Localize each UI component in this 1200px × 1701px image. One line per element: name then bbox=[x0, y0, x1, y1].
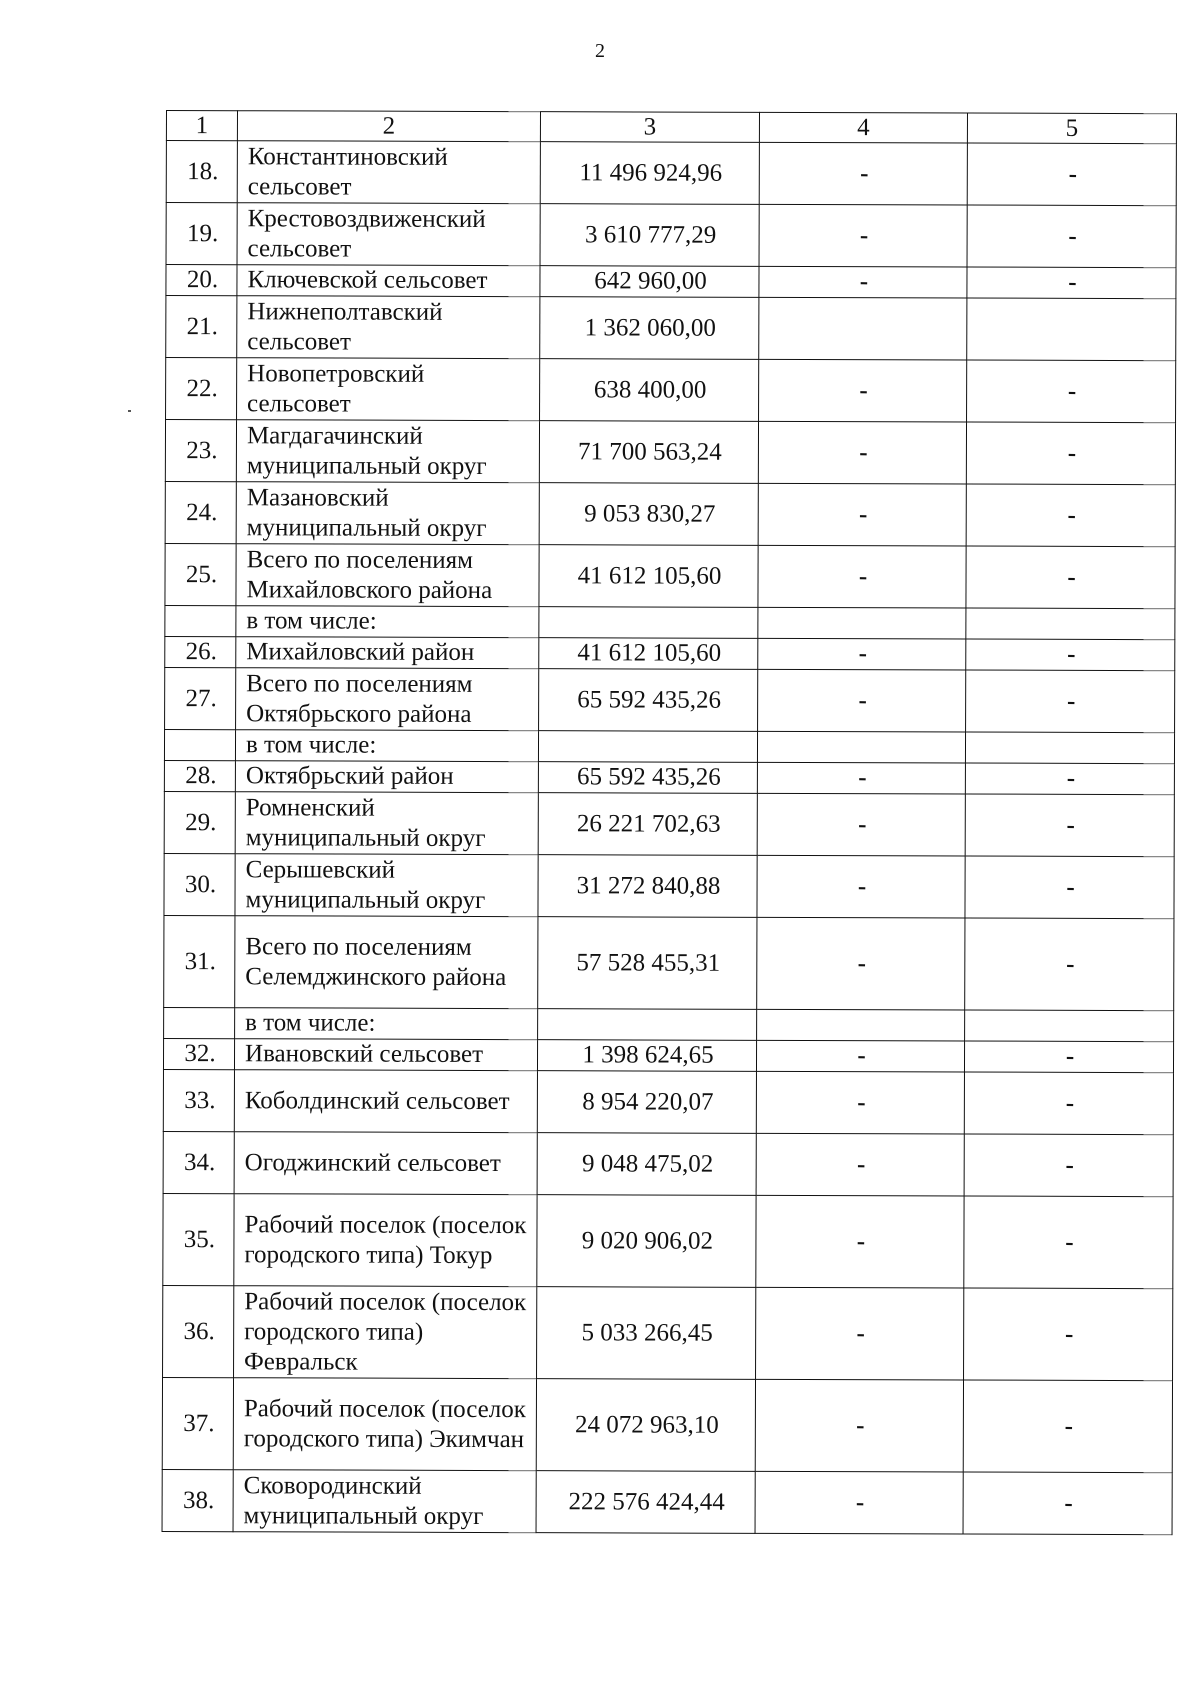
col5-cell: - bbox=[965, 918, 1174, 1011]
amount-cell: 11 496 924,96 bbox=[540, 142, 759, 205]
table-row bbox=[163, 1038, 1173, 1072]
municipality-name-cell: Всего по поселениям Михайловского района bbox=[236, 544, 539, 607]
col5-cell bbox=[965, 1010, 1174, 1042]
table-row bbox=[164, 853, 1174, 918]
col4-cell: - bbox=[758, 669, 966, 732]
amount-cell: 57 528 455,31 bbox=[538, 917, 757, 1010]
col5-cell: - bbox=[964, 1072, 1173, 1135]
header-col-5: 5 bbox=[967, 113, 1176, 144]
municipality-name-cell: Всего по поселениям Селемджинского района bbox=[235, 916, 538, 1009]
col4-cell: - bbox=[759, 359, 967, 422]
municipality-name-cell: Огоджинский сельсовет bbox=[234, 1132, 537, 1195]
table-row bbox=[163, 1193, 1173, 1288]
amount-cell: 65 592 435,26 bbox=[539, 669, 758, 732]
col4-cell: - bbox=[757, 855, 965, 918]
amount-cell bbox=[538, 731, 757, 763]
municipality-name-cell: в том числе: bbox=[236, 606, 539, 638]
municipality-name-cell: Нижнеполтавский сельсовет bbox=[237, 296, 540, 359]
header-col-4: 4 bbox=[759, 112, 967, 143]
col4-cell: - bbox=[756, 1133, 964, 1196]
budget-table bbox=[162, 110, 1177, 1535]
col4-cell: - bbox=[759, 142, 967, 205]
col5-cell: - bbox=[966, 484, 1175, 547]
municipality-name-cell: Мазановский муниципальный округ bbox=[236, 482, 539, 545]
amount-cell: 9 048 475,02 bbox=[537, 1133, 756, 1196]
row-number-cell: 22. bbox=[166, 358, 237, 420]
row-number-cell: 35. bbox=[163, 1193, 234, 1285]
row-number-cell: 32. bbox=[163, 1038, 234, 1069]
amount-cell: 8 954 220,07 bbox=[537, 1071, 756, 1134]
col5-cell: - bbox=[964, 1196, 1173, 1289]
table-row bbox=[166, 265, 1176, 299]
table-row bbox=[166, 141, 1176, 206]
amount-cell: 26 221 702,63 bbox=[538, 793, 757, 856]
municipality-name-cell: Рабочий поселок (поселок городского типа) Февральск bbox=[234, 1286, 537, 1379]
municipality-name-cell: в том числе: bbox=[235, 1008, 538, 1040]
row-number-cell: 25. bbox=[165, 543, 236, 605]
row-number-cell: 37. bbox=[162, 1377, 233, 1469]
col5-cell: - bbox=[966, 422, 1175, 485]
municipality-name-cell: Всего по поселениям Октябрьского района bbox=[236, 668, 539, 731]
amount-cell: 24 072 963,10 bbox=[536, 1379, 755, 1472]
municipality-name-cell: Михайловский район bbox=[236, 637, 539, 669]
amount-cell: 31 272 840,88 bbox=[538, 855, 757, 918]
col4-cell: - bbox=[756, 1071, 964, 1134]
col4-cell: - bbox=[757, 762, 965, 794]
municipality-name-cell: Константиновский сельсовет bbox=[237, 141, 540, 204]
row-number-cell bbox=[164, 729, 235, 760]
municipality-name-cell: Крестовоздвиженский сельсовет bbox=[237, 203, 540, 266]
col5-cell bbox=[966, 608, 1175, 640]
row-number-cell: 27. bbox=[165, 667, 236, 729]
municipality-name-cell: Ключевской сельсовет bbox=[237, 265, 540, 297]
municipality-name-cell: Новопетровский сельсовет bbox=[237, 358, 540, 421]
row-number-cell: 34. bbox=[163, 1131, 234, 1193]
row-number-cell: 29. bbox=[164, 791, 235, 853]
municipality-name-cell: Ромненский муниципальный округ bbox=[235, 792, 538, 855]
col5-cell: - bbox=[967, 205, 1176, 268]
col5-cell: - bbox=[967, 143, 1176, 206]
row-number-cell: 26. bbox=[165, 636, 236, 667]
col4-cell bbox=[757, 1009, 965, 1041]
row-number-cell: 33. bbox=[163, 1069, 234, 1131]
row-number-cell: 28. bbox=[164, 760, 235, 791]
scan-speck bbox=[128, 410, 131, 412]
row-number-cell: 19. bbox=[166, 203, 237, 265]
amount-cell: 9 053 830,27 bbox=[539, 483, 758, 546]
col5-cell: - bbox=[964, 1041, 1173, 1073]
col5-cell: - bbox=[966, 670, 1175, 733]
col4-cell: - bbox=[757, 793, 965, 856]
table-row bbox=[164, 729, 1174, 763]
amount-cell: 222 576 424,44 bbox=[536, 1471, 755, 1534]
amount-cell: 41 612 105,60 bbox=[539, 638, 758, 670]
col5-cell: - bbox=[967, 267, 1176, 299]
page-number: 2 bbox=[595, 40, 605, 62]
col5-cell: - bbox=[963, 1380, 1172, 1473]
amount-cell: 5 033 266,45 bbox=[537, 1287, 756, 1380]
row-number-cell: 23. bbox=[165, 420, 236, 482]
table-row bbox=[165, 667, 1175, 732]
municipality-name-cell: Магдагачинский муниципальный округ bbox=[236, 420, 539, 483]
amount-cell: 3 610 777,29 bbox=[540, 204, 759, 267]
header-col-1: 1 bbox=[166, 111, 237, 141]
col5-cell: - bbox=[965, 794, 1174, 857]
col4-cell: - bbox=[756, 1287, 964, 1380]
col4-cell: - bbox=[758, 483, 966, 546]
row-number-cell: 20. bbox=[166, 265, 237, 296]
col5-cell: - bbox=[966, 639, 1175, 671]
amount-cell: 1 398 624,65 bbox=[537, 1040, 756, 1072]
col4-cell: - bbox=[755, 1379, 963, 1472]
amount-cell bbox=[538, 1009, 757, 1041]
col5-cell: - bbox=[966, 546, 1175, 609]
col4-cell: - bbox=[759, 204, 967, 267]
table-row bbox=[162, 1469, 1172, 1534]
municipality-name-cell: Коболдинский сельсовет bbox=[234, 1070, 537, 1133]
row-number-cell: 31. bbox=[164, 915, 235, 1007]
budget-table-body bbox=[162, 111, 1176, 1535]
col5-cell: - bbox=[965, 856, 1174, 919]
row-number-cell: 21. bbox=[166, 296, 237, 358]
table-row bbox=[164, 1007, 1174, 1041]
row-number-cell: 38. bbox=[162, 1469, 233, 1531]
col5-cell: - bbox=[965, 763, 1174, 795]
col4-cell: - bbox=[755, 1471, 963, 1534]
table-header-row bbox=[166, 111, 1176, 144]
amount-cell: 642 960,00 bbox=[540, 266, 759, 298]
amount-cell: 71 700 563,24 bbox=[539, 421, 758, 484]
col4-cell bbox=[758, 607, 966, 639]
table-row bbox=[164, 791, 1174, 856]
table-row bbox=[164, 760, 1174, 794]
row-number-cell bbox=[164, 1007, 235, 1038]
table-row bbox=[165, 420, 1175, 485]
table-row bbox=[163, 1285, 1173, 1380]
municipality-name-cell: Октябрьский район bbox=[235, 761, 538, 793]
amount-cell bbox=[539, 607, 758, 639]
table-row bbox=[165, 636, 1175, 670]
row-number-cell: 18. bbox=[166, 141, 237, 203]
col5-cell bbox=[965, 732, 1174, 764]
row-number-cell: 30. bbox=[164, 853, 235, 915]
header-col-3: 3 bbox=[540, 112, 759, 143]
table-row bbox=[165, 605, 1175, 639]
col4-cell: - bbox=[759, 266, 967, 298]
table-row bbox=[166, 358, 1176, 423]
col4-cell: - bbox=[757, 917, 965, 1010]
row-number-cell bbox=[165, 605, 236, 636]
col4-cell bbox=[757, 731, 965, 763]
table-row bbox=[162, 1377, 1172, 1472]
table-row bbox=[164, 915, 1174, 1010]
table-row bbox=[166, 296, 1176, 361]
table-row bbox=[163, 1069, 1173, 1134]
col4-cell: - bbox=[758, 421, 966, 484]
col4-cell: - bbox=[758, 638, 966, 670]
amount-cell: 41 612 105,60 bbox=[539, 545, 758, 608]
row-number-cell: 36. bbox=[163, 1285, 234, 1377]
col4-cell: - bbox=[756, 1195, 964, 1288]
table-row bbox=[163, 1131, 1173, 1196]
municipality-name-cell: в том числе: bbox=[235, 730, 538, 762]
col4-cell bbox=[759, 297, 967, 360]
amount-cell: 65 592 435,26 bbox=[538, 762, 757, 794]
table-row bbox=[165, 543, 1175, 608]
municipality-name-cell: Серышевский муниципальный округ bbox=[235, 854, 538, 917]
table-row bbox=[166, 203, 1176, 268]
municipality-name-cell: Сковородинский муниципальный округ bbox=[233, 1470, 536, 1533]
col5-cell: - bbox=[964, 1134, 1173, 1197]
col4-cell: - bbox=[756, 1040, 964, 1072]
municipality-name-cell: Рабочий поселок (поселок городского типа) Экимчан bbox=[233, 1378, 536, 1471]
col5-cell: - bbox=[967, 360, 1176, 423]
col5-cell: - bbox=[963, 1472, 1172, 1535]
col4-cell: - bbox=[758, 545, 966, 608]
municipality-name-cell: Ивановский сельсовет bbox=[234, 1039, 537, 1071]
col5-cell bbox=[967, 298, 1176, 361]
row-number-cell: 24. bbox=[165, 481, 236, 543]
amount-cell: 9 020 906,02 bbox=[537, 1195, 756, 1288]
amount-cell: 638 400,00 bbox=[540, 359, 759, 422]
amount-cell: 1 362 060,00 bbox=[540, 297, 759, 360]
header-col-2: 2 bbox=[237, 111, 540, 142]
col5-cell: - bbox=[964, 1288, 1173, 1381]
table-row bbox=[165, 481, 1175, 546]
municipality-name-cell: Рабочий поселок (поселок городского типа) Токур bbox=[234, 1194, 537, 1287]
